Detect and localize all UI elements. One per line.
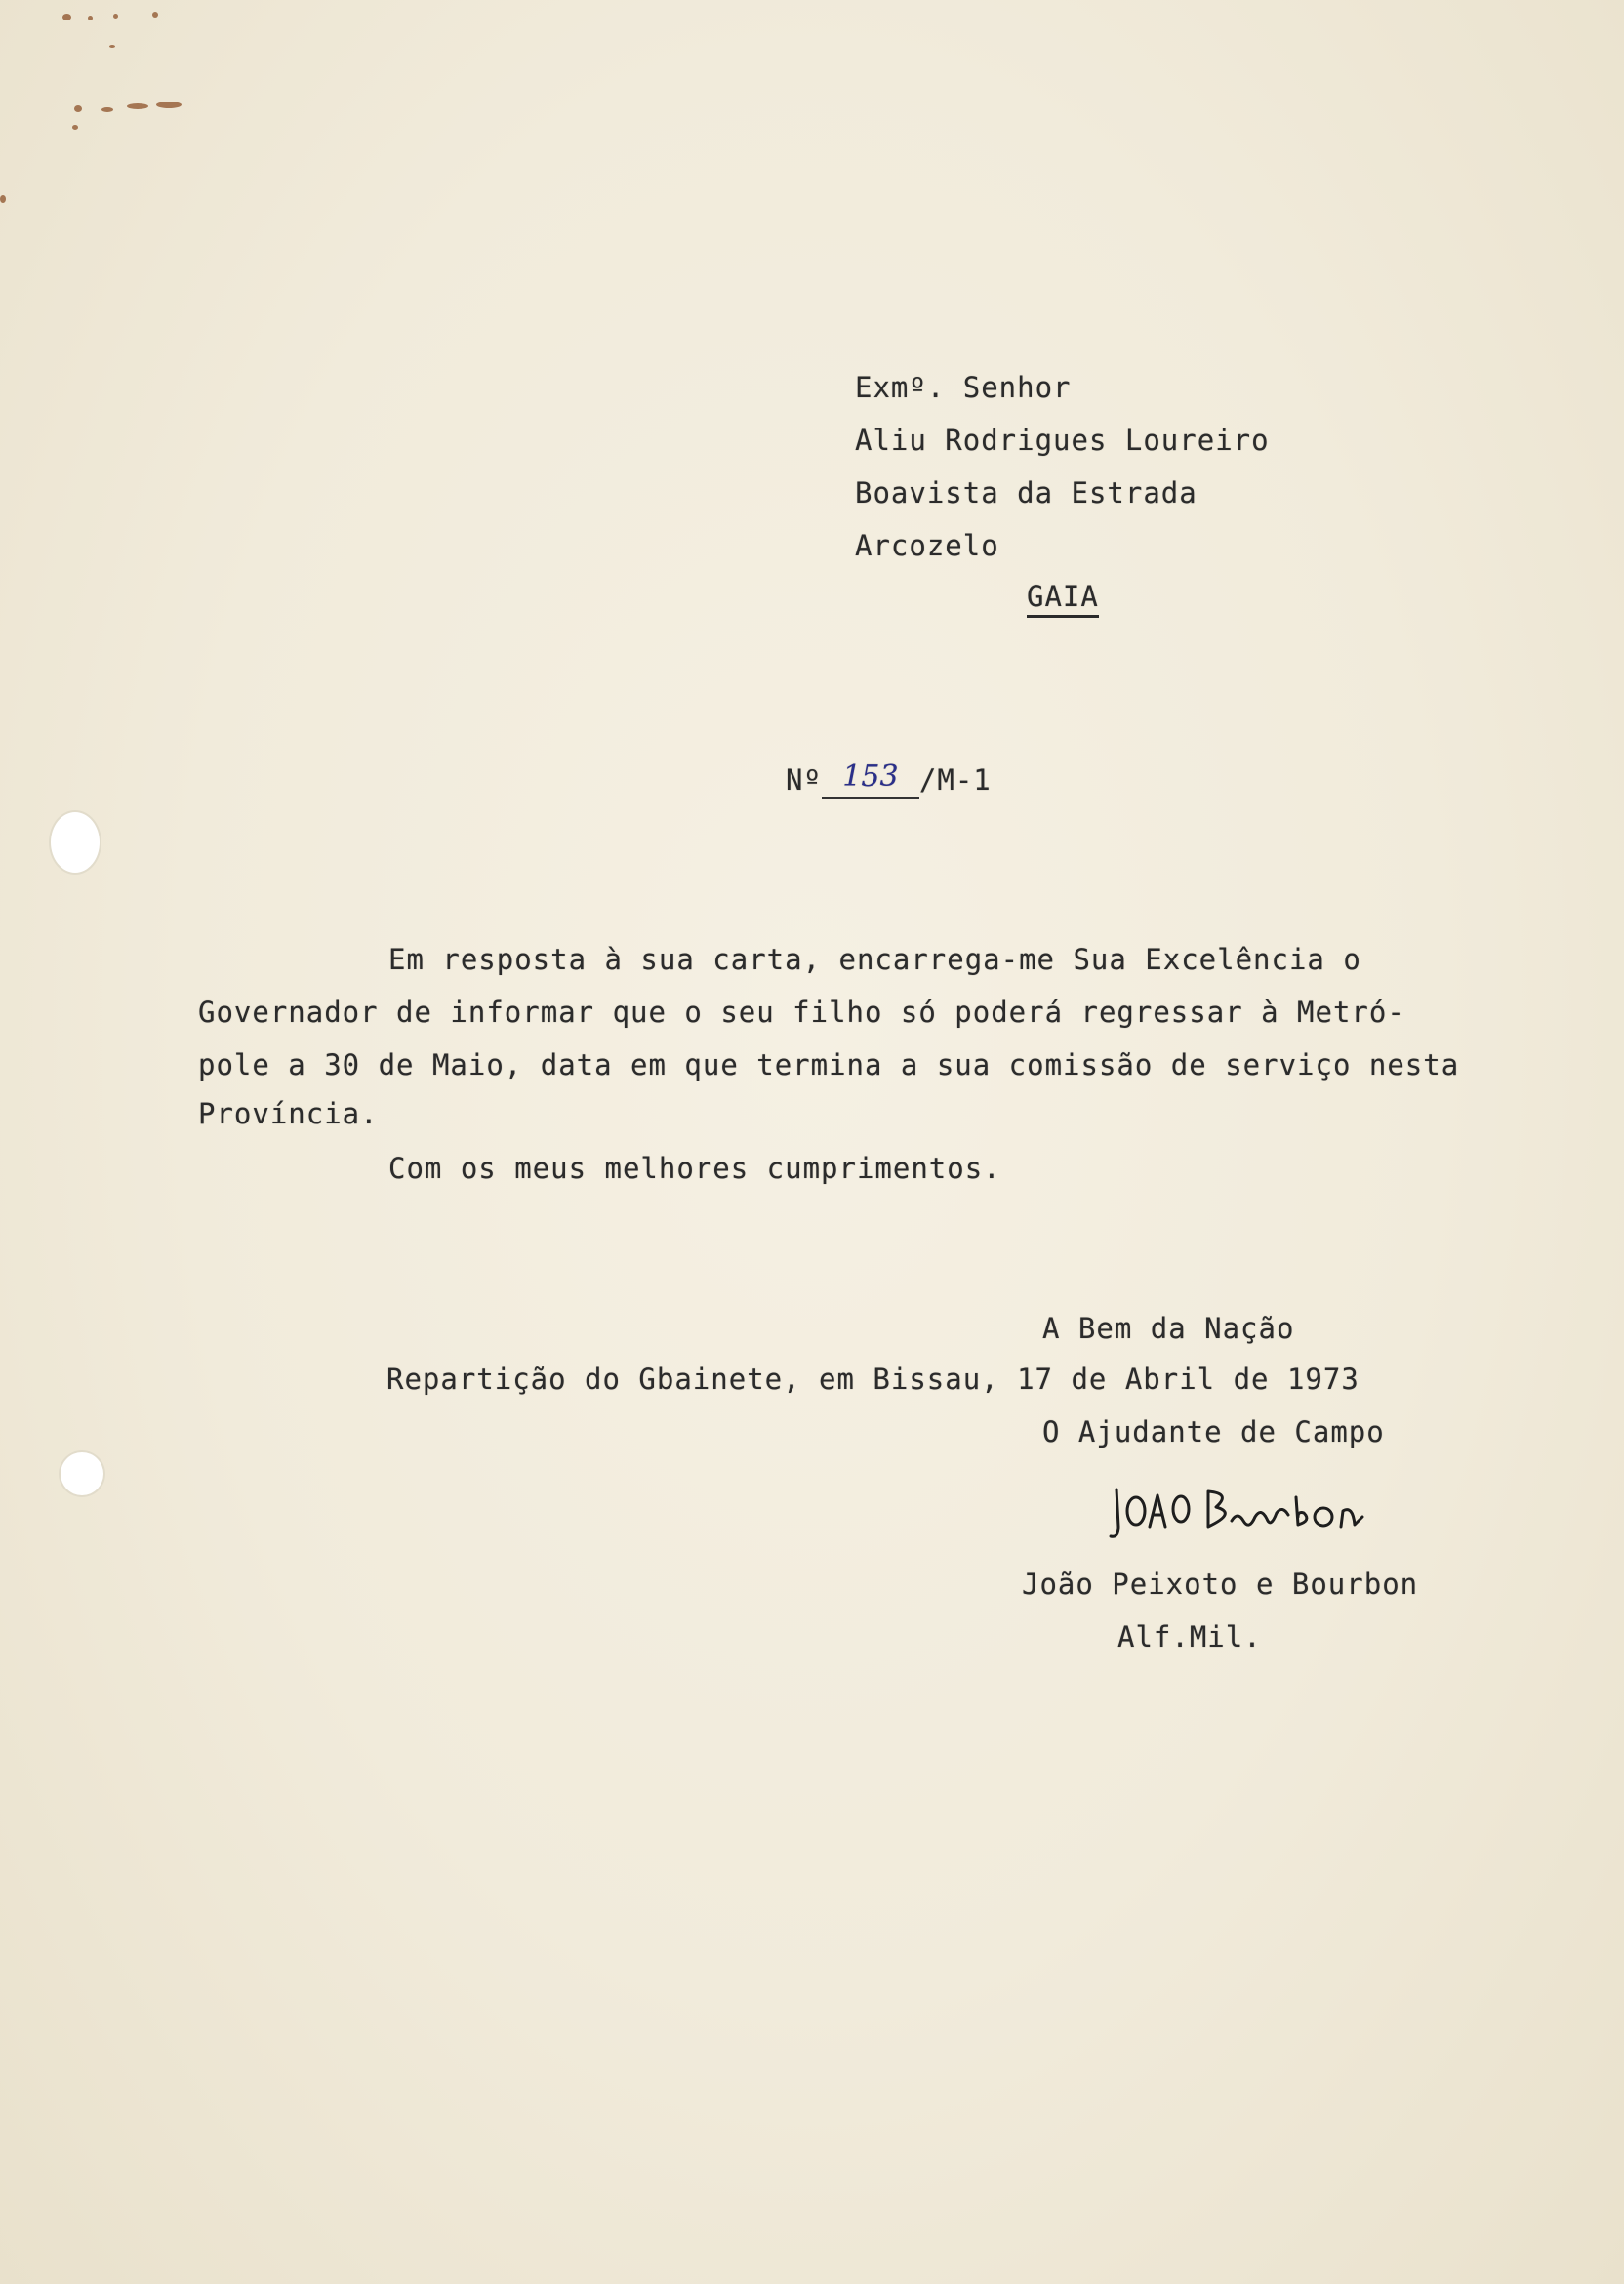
- body-line-2: Governador de informar que o seu filho só poderá regressar à Metró-: [198, 996, 1405, 1029]
- punch-hole: [61, 1452, 103, 1495]
- address-city: GAIA: [1027, 580, 1099, 618]
- body-line-1: Em resposta à sua carta, encarrega-me Sua Excelência o: [388, 943, 1361, 976]
- signatory-title: O Ajudante de Campo: [1042, 1415, 1385, 1448]
- address-town: Arcozelo: [855, 529, 999, 562]
- rust-stain: [113, 14, 118, 19]
- rust-stain: [72, 125, 78, 130]
- reference-suffix: /M-1: [918, 763, 992, 796]
- reference-prefix: Nº: [786, 763, 822, 796]
- rust-stain: [62, 14, 71, 20]
- punch-hole: [51, 812, 100, 873]
- body-line-4: Província.: [198, 1097, 379, 1130]
- address-name: Aliu Rodrigues Loureiro: [855, 424, 1270, 457]
- rust-stain: [109, 45, 115, 48]
- rust-stain: [0, 195, 6, 203]
- motto: A Bem da Nação: [1042, 1312, 1295, 1345]
- closing-line: Com os meus melhores cumprimentos.: [388, 1152, 1001, 1185]
- signatory-rank: Alf.Mil.: [1117, 1620, 1262, 1653]
- rust-stain: [152, 12, 158, 18]
- reference-blank: [822, 759, 919, 799]
- address-street: Boavista da Estrada: [855, 476, 1198, 510]
- place-date: Repartição do Gbainete, em Bissau, 17 de Abril de 1973: [386, 1363, 1360, 1396]
- address-salutation: Exmº. Senhor: [855, 371, 1072, 404]
- rust-stain: [102, 107, 113, 112]
- rust-stain: [156, 102, 182, 108]
- handwritten-signature: [1103, 1482, 1386, 1546]
- rust-stain: [74, 105, 82, 112]
- rust-stain: [127, 103, 148, 109]
- rust-stain: [88, 16, 93, 20]
- reference-handwritten-number: 153: [842, 759, 899, 794]
- reference-number: [786, 759, 992, 799]
- body-line-3: pole a 30 de Maio, data em que termina a sua comissão de serviço nesta: [198, 1048, 1460, 1081]
- signatory-name: João Peixoto e Bourbon: [1022, 1568, 1419, 1601]
